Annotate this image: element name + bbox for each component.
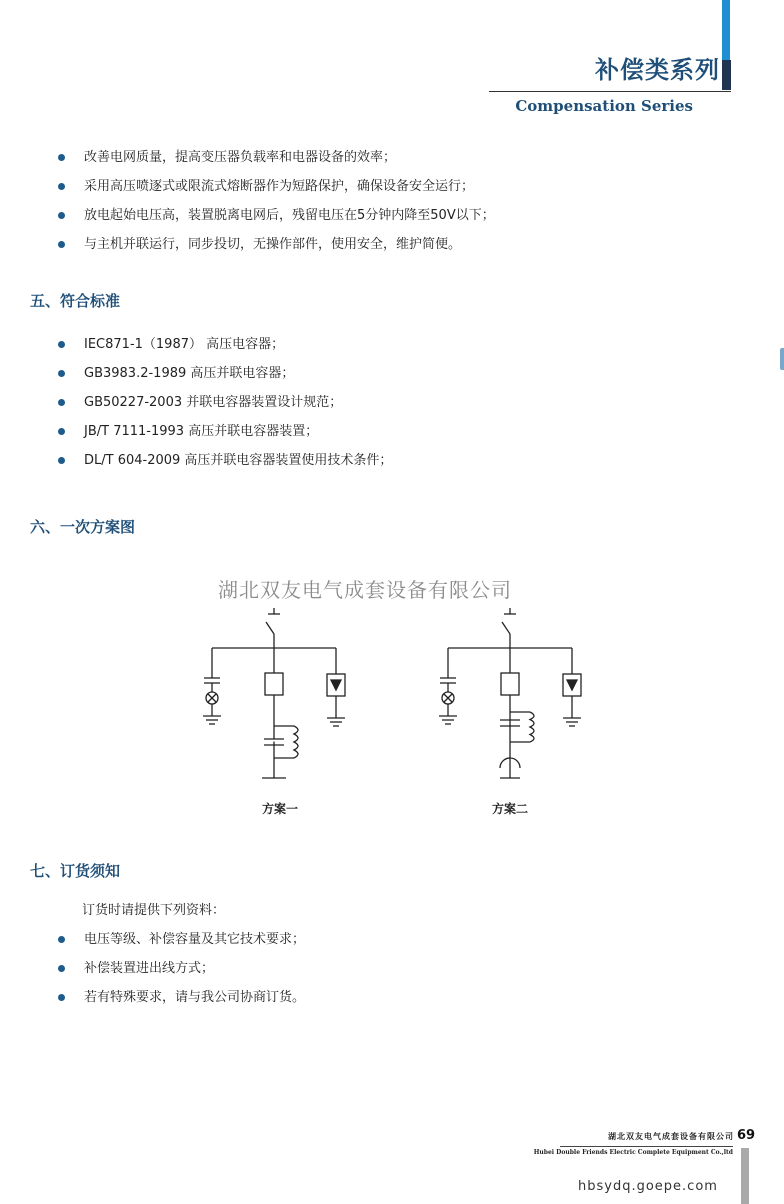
bullet-icon (58, 965, 65, 972)
scheme-2-caption: 方案二 (492, 802, 529, 816)
feature-text: 放电起始电压高，装置脱离电网后，残留电压在5分钟内降至50V以下； (84, 208, 495, 223)
standard-text: JB/T 7111-1993 高压并联电容器装置； (84, 424, 319, 439)
list-item (58, 143, 495, 172)
ordering-text: 若有特殊要求，请与我公司协商订货。 (84, 990, 306, 1005)
bullet-icon (58, 212, 65, 219)
ordering-text: 补偿装置进出线方式； (84, 961, 215, 976)
list-item (58, 201, 495, 230)
scheme-2-diagram (439, 608, 581, 778)
scheme-1-caption: 方案一 (262, 802, 299, 816)
title-marker-block (722, 60, 731, 90)
feature-text: 采用高压喷逐式或限流式熔断器作为短路保护，确保设备安全运行； (84, 179, 475, 194)
feature-text: 改善电网质量，提高变压器负载率和电器设备的效率； (84, 150, 397, 165)
footer-gray-bar (741, 1148, 749, 1204)
list-item (58, 954, 305, 983)
series-title: 补偿类系列 (595, 56, 720, 84)
section-title-standards: 五、符合标准 (30, 292, 121, 310)
footer-company-en: Hubei Double Friends Electric Complete Equipment Co.,ltd (533, 1149, 733, 1156)
ordering-list (58, 925, 305, 1012)
bullet-icon (58, 341, 65, 348)
section-title-scheme: 六、一次方案图 (30, 518, 136, 536)
standard-text: GB50227-2003 并联电容器装置设计规范； (84, 395, 343, 410)
bullet-icon (58, 370, 65, 377)
footer-divider (560, 1146, 733, 1147)
title-divider (489, 91, 731, 92)
list-item (58, 172, 495, 201)
list-item (58, 388, 392, 417)
list-item (58, 983, 305, 1012)
series-subtitle: Compensation Series (515, 97, 693, 115)
bullet-icon (58, 994, 65, 1001)
footer-company-cn: 湖北双友电气成套设备有限公司 (608, 1132, 734, 1141)
section-title-ordering: 七、订货须知 (30, 862, 121, 880)
bullet-icon (58, 399, 65, 406)
list-item (58, 330, 392, 359)
site-watermark: hbsydq.goepe.com (578, 1179, 718, 1194)
list-item (58, 230, 495, 259)
list-item (58, 446, 392, 475)
standard-text: GB3983.2-1989 高压并联电容器； (84, 366, 295, 381)
list-item (58, 417, 392, 446)
bullet-icon (58, 183, 65, 190)
bullet-icon (58, 154, 65, 161)
features-list (58, 143, 495, 259)
feature-text: 与主机并联运行，同步投切，无操作部件，使用安全，维护简便。 (84, 237, 462, 252)
bullet-icon (58, 457, 65, 464)
bullet-icon (58, 936, 65, 943)
company-watermark: 湖北双友电气成套设备有限公司 (218, 578, 512, 602)
standard-text: DL/T 604-2009 高压并联电容器装置使用技术条件； (84, 453, 393, 468)
scheme-1-diagram (203, 608, 345, 778)
ordering-intro: 订货时请提供下列资料： (82, 903, 226, 918)
list-item (58, 359, 392, 388)
list-item (58, 925, 305, 954)
standard-text: IEC871-1（1987） 高压电容器； (84, 337, 285, 352)
one-line-diagram (190, 608, 590, 798)
bullet-icon (58, 428, 65, 435)
page-number: 69 (737, 1128, 756, 1143)
ordering-text: 电压等级、补偿容量及其它技术要求； (84, 932, 306, 947)
bullet-icon (58, 241, 65, 248)
page-edge-tab (780, 348, 784, 370)
standards-list (58, 330, 392, 475)
